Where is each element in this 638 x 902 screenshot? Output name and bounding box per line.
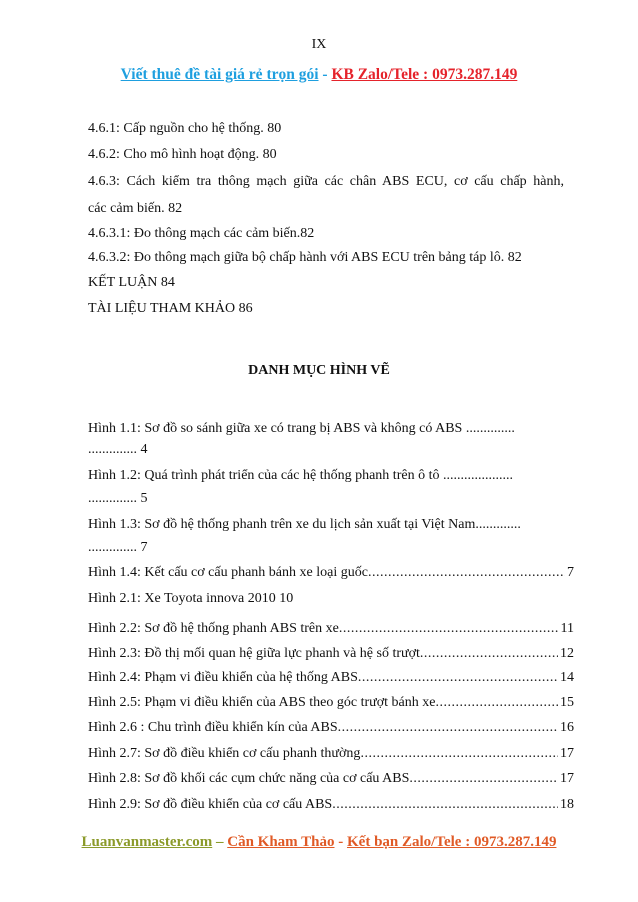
figure-entry-continuation: .............. 4 <box>88 442 148 457</box>
footer-separator: - <box>334 834 347 850</box>
footer-dash: – <box>212 834 228 850</box>
figure-title: Hình 2.2: Sơ đồ hệ thống phanh ABS trên xe <box>88 621 339 636</box>
figure-entry <box>88 720 574 736</box>
figure-title: Hình 2.7: Sơ đồ điều khiển cơ cấu phanh thường <box>88 746 361 761</box>
toc-line: 4.6.1: Cấp nguồn cho hệ thống. 80 <box>88 121 282 136</box>
figure-title: Hình 2.8: Sơ đồ khối các cụm chức năng của cơ cấu ABS <box>88 771 410 786</box>
page-number: IX <box>311 37 327 52</box>
figure-title: Hình 2.5: Phạm vi điều khiển của ABS theo góc trượt bánh xe <box>88 695 436 710</box>
figure-page: 18 <box>560 797 574 812</box>
toc-line: KẾT LUẬN 84 <box>88 275 175 290</box>
dot-leader <box>420 646 558 662</box>
figure-page: 14 <box>560 670 574 685</box>
dot-leader <box>360 746 558 762</box>
dot-leader <box>358 670 558 686</box>
toc-line: các cảm biến. 82 <box>88 201 183 216</box>
dot-leader <box>409 771 558 787</box>
figure-entry <box>88 565 574 581</box>
dot-leader <box>435 695 558 711</box>
dot-leader <box>368 565 565 581</box>
header-banner-separator: - <box>318 66 332 83</box>
header-banner <box>0 66 638 84</box>
dot-leader <box>339 621 559 637</box>
figure-title: Hình 2.3: Đồ thị mối quan hệ giữa lực phanh và hệ số trượt <box>88 646 420 661</box>
header-banner-service-link[interactable]: Viết thuê đề tài giá rẻ trọn gói <box>120 66 319 83</box>
figure-entry-continuation: .............. 7 <box>88 540 148 555</box>
figure-entry <box>88 621 574 637</box>
figures-heading: DANH MỤC HÌNH VẼ <box>248 363 390 378</box>
figure-entry: Hình 1.3: Sơ đồ hệ thống phanh trên xe du lịch sản xuất tại Việt Nam............. <box>88 517 521 532</box>
figure-entry: Hình 2.1: Xe Toyota innova 2010 10 <box>88 591 294 606</box>
figure-entry <box>88 670 574 686</box>
figure-entry: Hình 1.2: Quá trình phát triển của các hệ thống phanh trên ô tô .................... <box>88 468 513 483</box>
figure-entry <box>88 771 574 787</box>
footer-banner <box>0 834 638 851</box>
dot-leader <box>332 797 558 813</box>
header-banner-contact-link[interactable]: KB Zalo/Tele : 0973.287.149 <box>331 66 518 83</box>
figure-page: 16 <box>560 720 574 735</box>
figure-page: 17 <box>560 771 574 786</box>
figure-entry <box>88 646 574 662</box>
figure-page: 15 <box>560 695 574 710</box>
figure-entry: Hình 1.1: Sơ đồ so sánh giữa xe có trang bị ABS và không có ABS .............. <box>88 421 515 436</box>
toc-line: 4.6.2: Cho mô hình hoạt động. 80 <box>88 147 277 162</box>
figure-page: 7 <box>567 565 574 580</box>
toc-line: 4.6.3.2: Đo thông mạch giữa bộ chấp hành với ABS ECU trên bảng táp lô. 82 <box>88 250 522 265</box>
figure-title: Hình 1.4: Kết cấu cơ cấu phanh bánh xe loại guốc <box>88 565 368 580</box>
toc-line: 4.6.3.1: Đo thông mạch các cảm biến.82 <box>88 226 315 241</box>
figure-title: Hình 2.4: Phạm vi điều khiển của hệ thống ABS <box>88 670 358 685</box>
footer-site-link[interactable]: Luanvanmaster.com <box>81 834 213 850</box>
figure-page: 11 <box>560 621 574 636</box>
figure-entry <box>88 695 574 711</box>
figure-page: 12 <box>560 646 574 661</box>
figure-entry <box>88 797 574 813</box>
footer-contact-link[interactable]: Kết bạn Zalo/Tele : 0973.287.149 <box>347 834 557 850</box>
figure-title: Hình 2.6 : Chu trình điều khiển kín của ABS <box>88 720 338 735</box>
footer-name-link[interactable]: Cần Kham Thảo <box>227 834 335 850</box>
figure-entry-continuation: .............. 5 <box>88 491 148 506</box>
dot-leader <box>338 720 558 736</box>
figure-page: 17 <box>560 746 574 761</box>
toc-line: 4.6.3: Cách kiểm tra thông mạch giữa các chân ABS ECU, cơ cấu chấp hành, <box>88 174 564 189</box>
figure-title: Hình 2.9: Sơ đồ điều khiển của cơ cấu ABS <box>88 797 333 812</box>
figure-entry <box>88 746 574 762</box>
toc-line: TÀI LIỆU THAM KHẢO 86 <box>88 301 253 316</box>
